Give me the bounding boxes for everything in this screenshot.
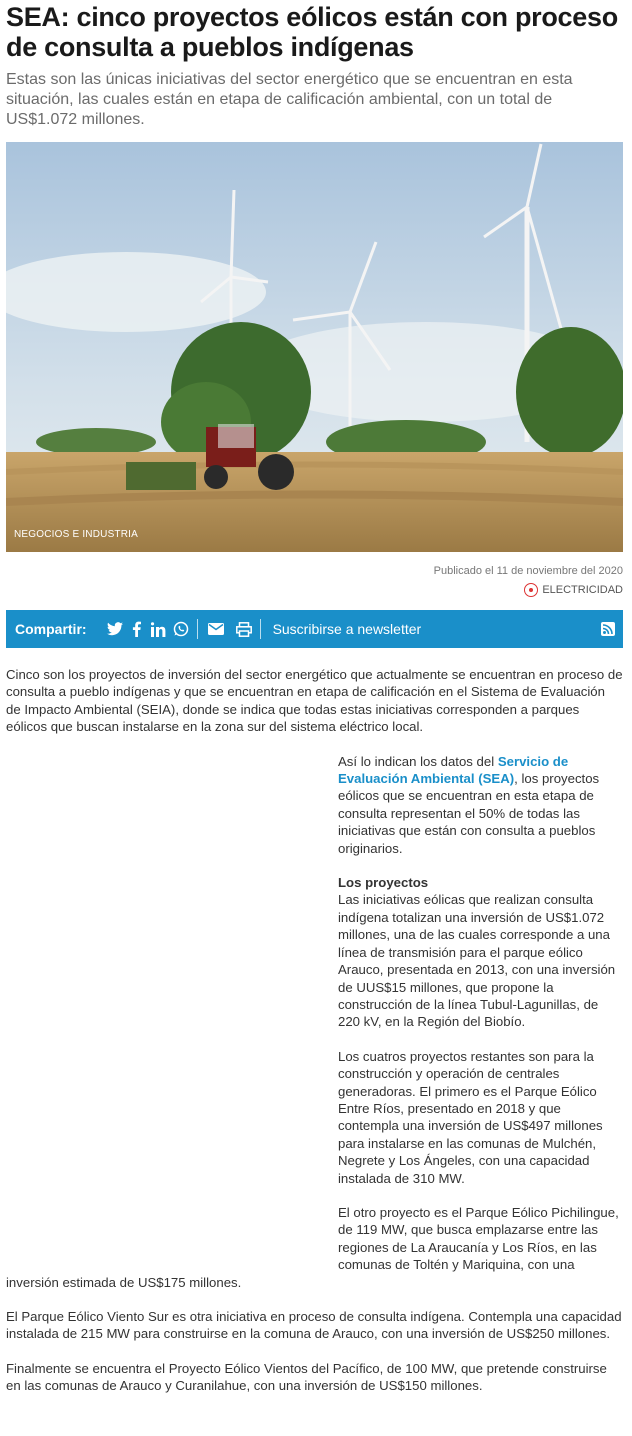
article-body — [6, 666, 623, 1412]
hero-image — [6, 142, 623, 552]
divider — [197, 619, 198, 639]
paragraph: Finalmente se encuentra el Proyecto Eólico Vientos del Pacífico, de 100 MW, que pretende construirse en las comunas de Arauco y Curanilahue, con una inversión de US$150 millones. — [6, 1360, 607, 1394]
publish-date: Publicado el 11 de noviembre del 2020 — [433, 565, 623, 577]
twitter-icon[interactable] — [105, 619, 125, 639]
facebook-icon[interactable] — [127, 619, 147, 639]
divider — [260, 619, 261, 639]
paragraph-text: Las iniciativas eólicas que realizan consulta indígena totalizan una inversión de US$1.072 millones, una de las cuales corresponde a una línea de transmisión para el parque eólico Arauco, presentada en 2013, con una inversión de UUS$15 millones, que propone la construcción de la línea Tubul-Lagunillas, de 220 kV, en la Región del Biobío. — [338, 892, 616, 1030]
whatsapp-icon[interactable] — [171, 619, 191, 639]
category-label: ELECTRICIDAD — [542, 584, 623, 596]
article-subtitle: Estas son las únicas iniciativas del sector energético que se encuentran en esta situación, las cuales están en etapa de calificación ambiental, con un total de US$1.072 millones. — [6, 71, 573, 128]
ad-placeholder — [6, 753, 338, 1263]
paragraph-text: , los proyectos eólicos que se encuentran en esta etapa de consulta representan el 50% de todas las iniciativas que están con consulta a pueblos originarios. — [338, 771, 600, 856]
rss-icon[interactable] — [601, 622, 615, 639]
paragraph: Los cuatros proyectos restantes son para la construcción y operación de centrales generadoras. El primero es el Parque Eólico Entre Ríos, presentado en 2018 y que contempla una inversión de US$497 millones para instalarse en las comunas de Mulchén, Negrete y Los Ángeles, con una capacidad instalada de 310 MW. — [338, 1048, 603, 1186]
sea-link[interactable]: Servicio de Evaluación Ambiental (SEA) — [338, 753, 569, 787]
paragraph: Cinco son los proyectos de inversión del sector energético que actualmente se encuentran en proceso de consulta a pueblo indígenas y que se encuentran en etapa de calificación en el Sistema de Evaluación de Impacto Ambiental (SEIA), donde se indica que todas estas iniciativas corresponden a parques eólicos que buscan instalarse en la zona sur del sistema eléctrico local. — [6, 667, 623, 735]
email-icon[interactable] — [206, 619, 226, 639]
paragraph: El Parque Eólico Viento Sur es otra iniciativa en proceso de consulta indígena. Contempla una capacidad instalada de 215 MW para construirse en la comuna de Arauco, con una inversión de US$250 millones. — [6, 1309, 622, 1342]
wind-farm-photo — [6, 142, 623, 552]
paragraph-text: Así lo indican los datos del — [338, 753, 498, 769]
newsletter-link[interactable]: Suscribirse a newsletter — [272, 621, 422, 637]
linkedin-icon[interactable] — [149, 619, 169, 639]
share-bar — [6, 610, 623, 648]
category-dot-icon — [524, 583, 538, 597]
category-link[interactable] — [524, 583, 623, 597]
image-category-tag[interactable]: NEGOCIOS E INDUSTRIA — [14, 529, 139, 540]
section-subhead: Los proyectos — [338, 875, 429, 891]
article-title: SEA: cinco proyectos eólicos están con proceso de consulta a pueblos indígenas — [6, 2, 618, 62]
print-icon[interactable] — [234, 619, 254, 639]
share-label: Compartir: — [15, 621, 87, 637]
paragraph: El otro proyecto es el Parque Eólico Pichilingue, de 119 MW, que busca emplazarse entre las regiones de La Araucanía y Los Ríos, en las comunas de Toltén y Mariquina, con una inversión estimada de US$175 millones. — [6, 1204, 619, 1290]
